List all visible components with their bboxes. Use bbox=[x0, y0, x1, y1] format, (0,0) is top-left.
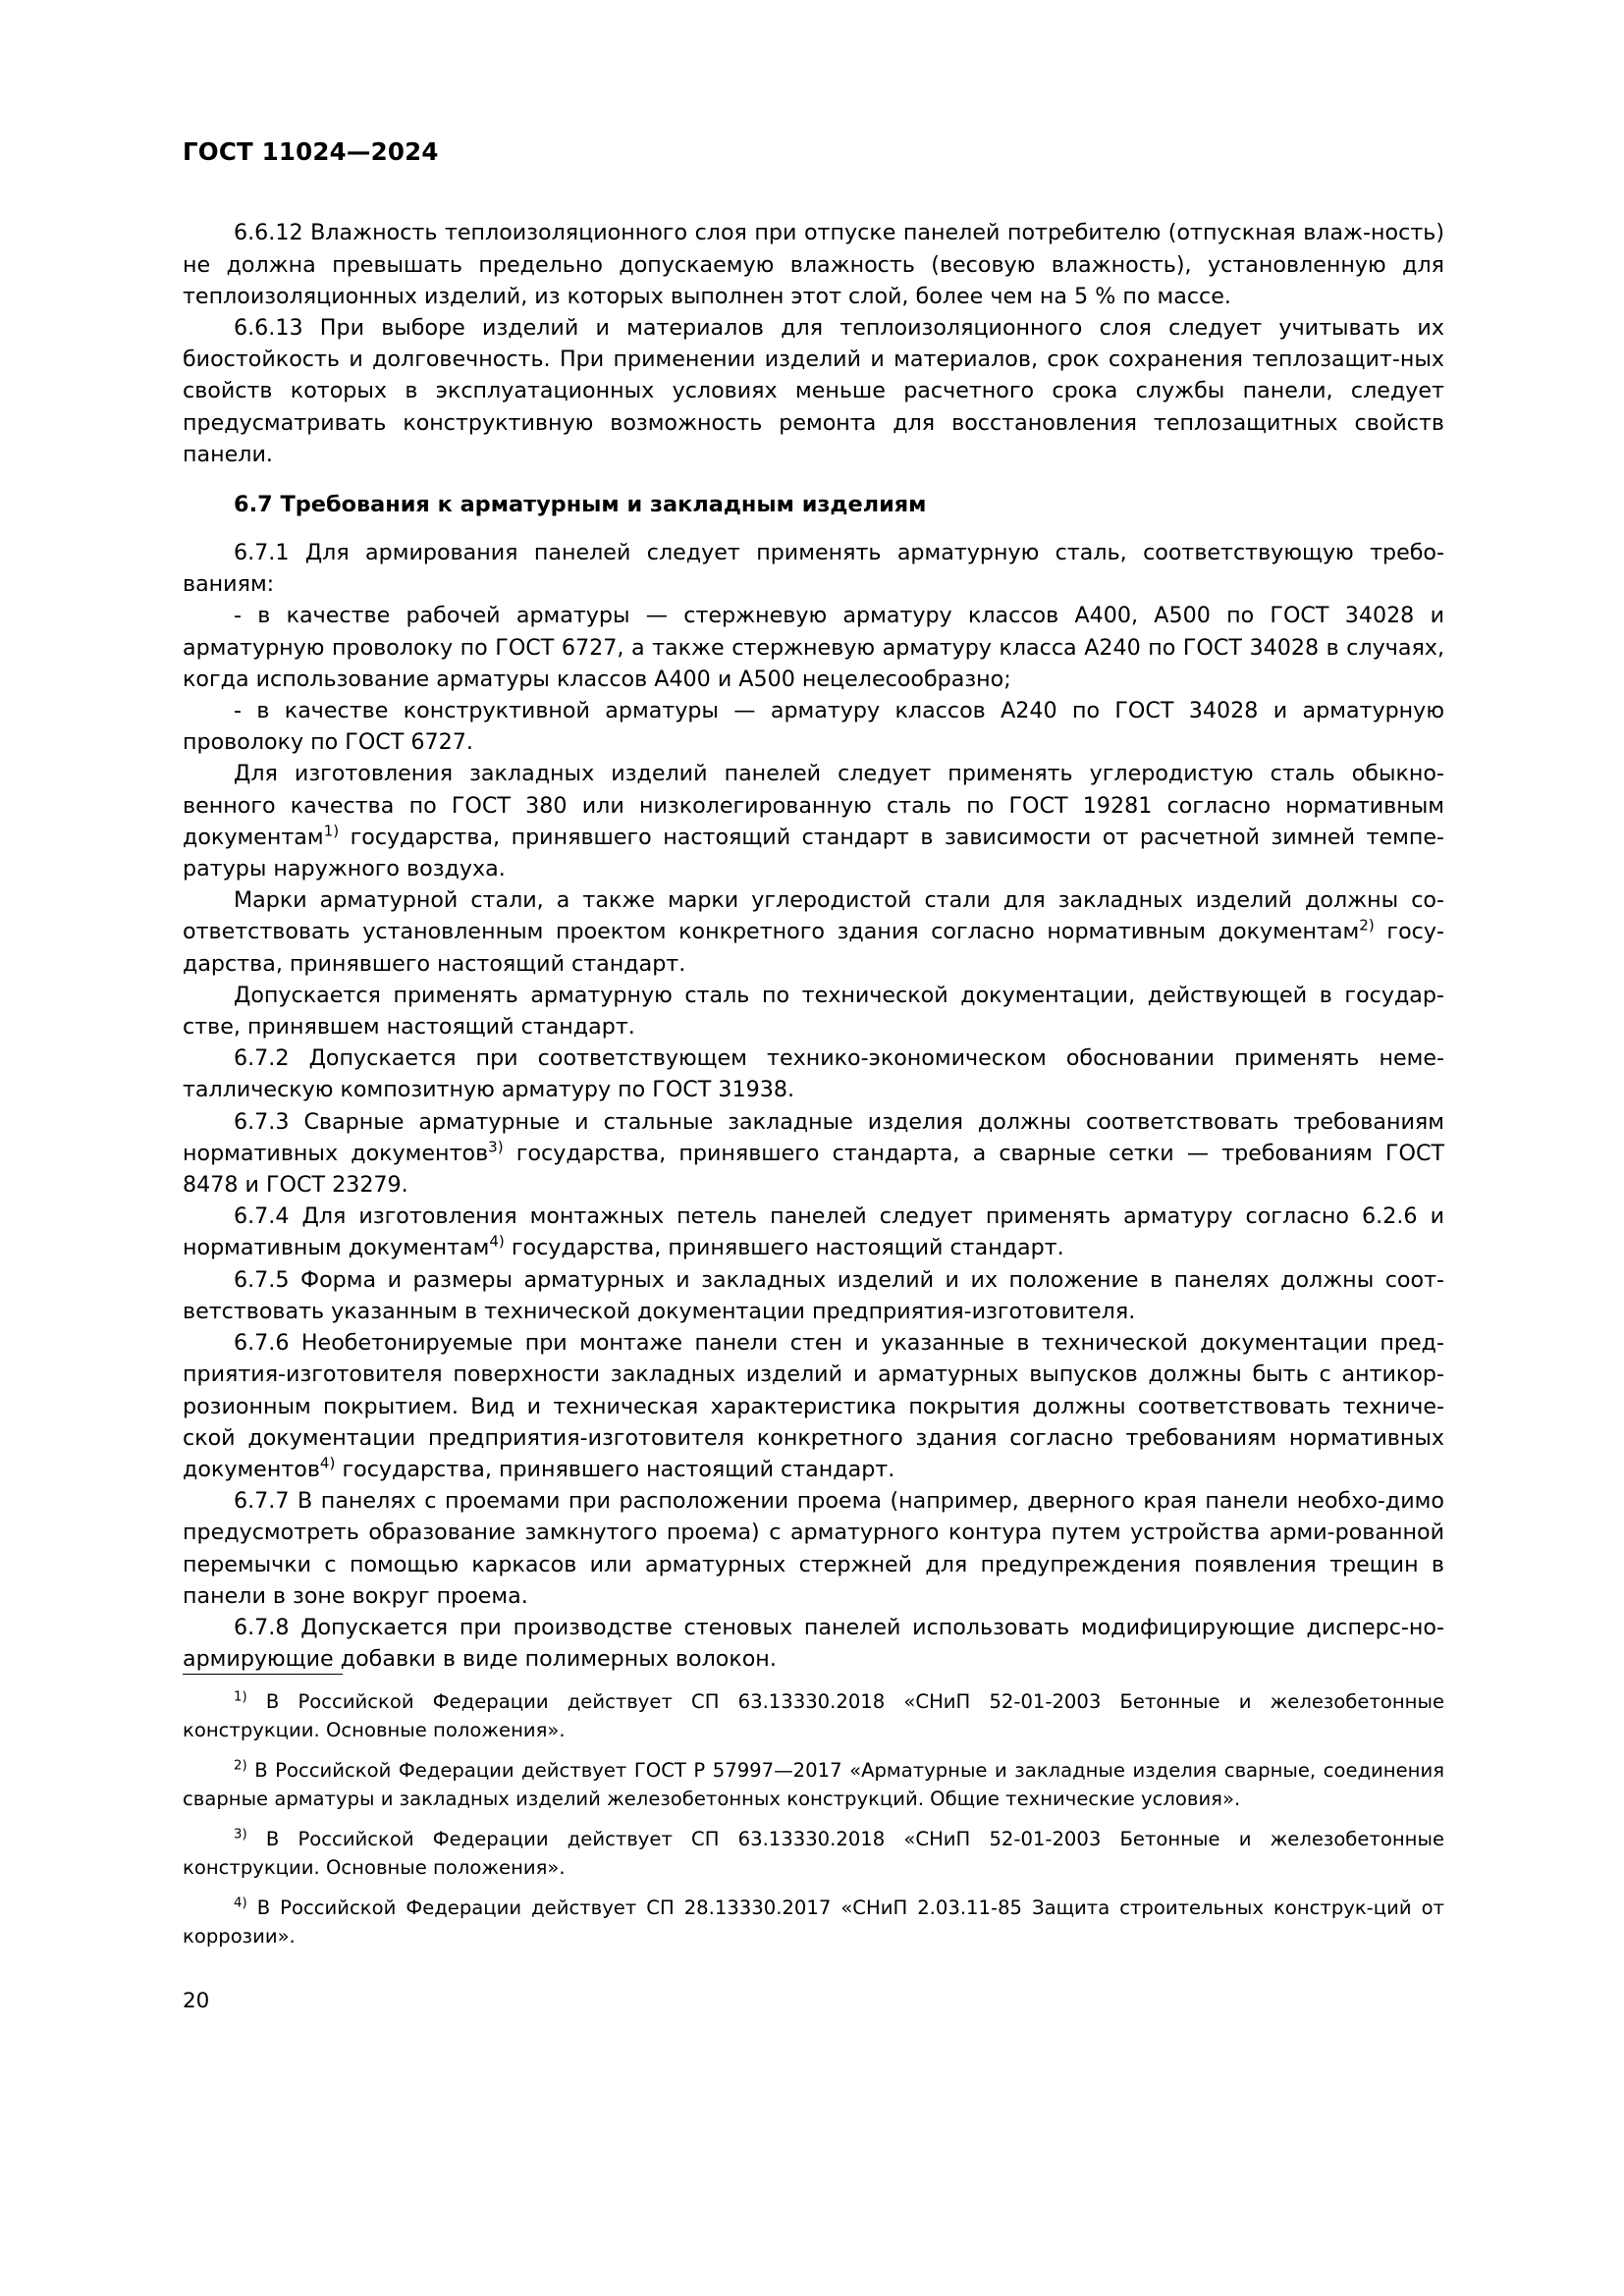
paragraph-6-7-7: 6.7.7 В панелях с проемами при расположении проема (например, дверного края панели необхо-димо предусмотреть образование замкнутого проема) с арматурного контура путем устройства арми-рованной перемычки с помощью каркасов или арматурных стержней для предупреждения появления трещин в панели в зоне вокруг проема. bbox=[183, 1488, 1444, 1609]
footnote-ref-4a: 4) bbox=[489, 1233, 505, 1252]
footnote-2-text: В Российской Федерации действует ГОСТ Р 57997—2017 «Арматурные и закладные изделия сварные, соединения сварные арматуры и закладных изделий железобетонных конструкций. Общие технические условия». bbox=[183, 1759, 1444, 1810]
page-number: 20 bbox=[183, 1989, 210, 2013]
paragraph-6-7-6-text-end: государства, принявшего настоящий стандарт. bbox=[335, 1456, 895, 1482]
footnote-1 bbox=[183, 1688, 1444, 1744]
paragraph-6-7-2: 6.7.2 Допускается при соответствующем технико-экономическом обосновании применять неме-таллическую композитную арматуру по ГОСТ 31938. bbox=[183, 1045, 1444, 1103]
paragraph-6-7-4 bbox=[183, 1201, 1444, 1263]
paragraph-6-7-6-text: 6.7.6 Необетонируемые при монтаже панели стен и указанные в технической документации пред-приятия-изготовителя поверхности закладных изделий и арматурных выпусков должны быть с антикор-розионным покрытием. Вид и техническая характеристика покрытия должны соответствовать техниче-ской документации предприятия-изготовителя конкретного здания согласно требованиям нормативных документов bbox=[183, 1330, 1444, 1482]
paragraph-embedded-steel-text: Для изготовления закладных изделий панелей следует применять углеродистую сталь обыкно-венного качества по ГОСТ 380 или низколегированную сталь по ГОСТ 19281 согласно нормативным документам bbox=[183, 761, 1444, 850]
paragraph-6-7-4-text: 6.7.4 Для изготовления монтажных петель панелей следует применять арматуру согласно 6.2.6 и нормативным документам bbox=[183, 1203, 1444, 1261]
footnote-4-text: В Российской Федерации действует СП 28.13330.2017 «СНиП 2.03.11-85 Защита строительных конструк-ций от коррозии». bbox=[183, 1896, 1444, 1948]
section-heading-6-7: 6.7 Требования к арматурным и закладным изделиям bbox=[234, 492, 927, 518]
paragraph-6-7-5: 6.7.5 Форма и размеры арматурных и закладных изделий и их положение в панелях должны соот-ветствовать указанным в технической документации предприятия-изготовителя. bbox=[183, 1266, 1444, 1324]
paragraph-embedded-steel-text-end: государства, принявшего настоящий стандарт в зависимости от расчетной зимней темпе-ратуры наружного воздуха. bbox=[183, 824, 1444, 882]
paragraph-6-6-12: 6.6.12 Влажность теплоизоляционного слоя при отпуске панелей потребителю (отпускная влаж-ность) не должна превышать предельно допускаемую влажность (весовую влажность), установленную для теплоизоляционных изделий, из которых выполнен этот слой, более чем на 5 % по массе. bbox=[183, 220, 1444, 309]
footnote-4 bbox=[183, 1895, 1444, 1950]
paragraph-6-7-4-text-end: государства, принявшего настоящий стандарт. bbox=[504, 1235, 1064, 1261]
paragraph-steel-grades-text: Марки арматурной стали, а также марки углеродистой стали для закладных изделий должны со-ответствовать установленным проектом конкретного здания согласно нормативным документам bbox=[183, 887, 1444, 945]
footnote-ref-3: 3) bbox=[488, 1138, 504, 1156]
footnote-2 bbox=[183, 1757, 1444, 1813]
footnote-ref-1: 1) bbox=[323, 822, 340, 840]
paragraph-6-7-3 bbox=[183, 1106, 1444, 1201]
footnote-ref-4b: 4) bbox=[319, 1454, 336, 1472]
footnote-3 bbox=[183, 1826, 1444, 1882]
body-text bbox=[183, 217, 1444, 1675]
paragraph-6-7-3-text: 6.7.3 Сварные арматурные и стальные закладные изделия должны соответствовать требованиям нормативных документов bbox=[183, 1108, 1444, 1166]
paragraph-structural-reinforcement: - в качестве конструктивной арматуры — арматуру классов А240 по ГОСТ 34028 и арматурную проволоку по ГОСТ 6727. bbox=[183, 698, 1444, 756]
paragraph-working-reinforcement: - в качестве рабочей арматуры — стержневую арматуру классов А400, А500 по ГОСТ 34028 и арматурную проволоку по ГОСТ 6727, а также стержневую арматуру класса А240 по ГОСТ 34028 в случаях, когда использование арматуры классов А400 и А500 нецелесообразно; bbox=[183, 603, 1444, 692]
document-header-title: ГОСТ 11024—2024 bbox=[183, 137, 439, 166]
paragraph-technical-documentation: Допускается применять арматурную сталь по технической документации, действующей в государ-стве, принявшем настоящий стандарт. bbox=[183, 982, 1444, 1041]
footnote-2-marker: 2) bbox=[234, 1758, 247, 1774]
paragraph-steel-grades bbox=[183, 884, 1444, 980]
paragraph-6-7-3-text-end: государства, принявшего стандарта, а сварные сетки — требованиям ГОСТ 8478 и ГОСТ 23279. bbox=[183, 1140, 1444, 1199]
footnote-4-marker: 4) bbox=[234, 1896, 247, 1911]
footnote-1-text: В Российской Федерации действует СП 63.13330.2018 «СНиП 52-01-2003 Бетонные и железобетонные конструкции. Основные положения». bbox=[183, 1690, 1444, 1741]
footnote-ref-2: 2) bbox=[1359, 917, 1375, 935]
paragraph-6-7-1: 6.7.1 Для армирования панелей следует применять арматурную сталь, соответствующую требо-ваниям: bbox=[183, 540, 1444, 598]
footnotes-block bbox=[183, 1674, 1444, 1963]
paragraph-6-6-13: 6.6.13 При выборе изделий и материалов для теплоизоляционного слоя следует учитывать их биостойкость и долговечность. При применении изделий и материалов, срок сохранения теплозащит-ных свойств которых в эксплуатационных условиях меньше расчетного срока службы панели, следует предусматривать конструктивную возможность ремонта для восстановления теплозащитных свойств панели. bbox=[183, 315, 1444, 467]
page-content bbox=[183, 137, 1444, 1675]
paragraph-embedded-steel bbox=[183, 758, 1444, 884]
paragraph-steel-grades-text-end: госу-дарства, принявшего настоящий стандарт. bbox=[183, 919, 1444, 977]
paragraph-6-7-6 bbox=[183, 1327, 1444, 1485]
paragraph-6-7-8: 6.7.8 Допускается при производстве стеновых панелей использовать модифицирующие дисперс-но-армирующие добавки в виде полимерных волокон. bbox=[183, 1614, 1444, 1673]
footnote-3-text: В Российской Федерации действует СП 63.13330.2018 «СНиП 52-01-2003 Бетонные и железобетонные конструкции. Основные положения». bbox=[183, 1828, 1444, 1879]
footnote-1-marker: 1) bbox=[234, 1689, 247, 1705]
footnote-3-marker: 3) bbox=[234, 1827, 247, 1842]
footnote-separator-rule bbox=[183, 1674, 343, 1675]
